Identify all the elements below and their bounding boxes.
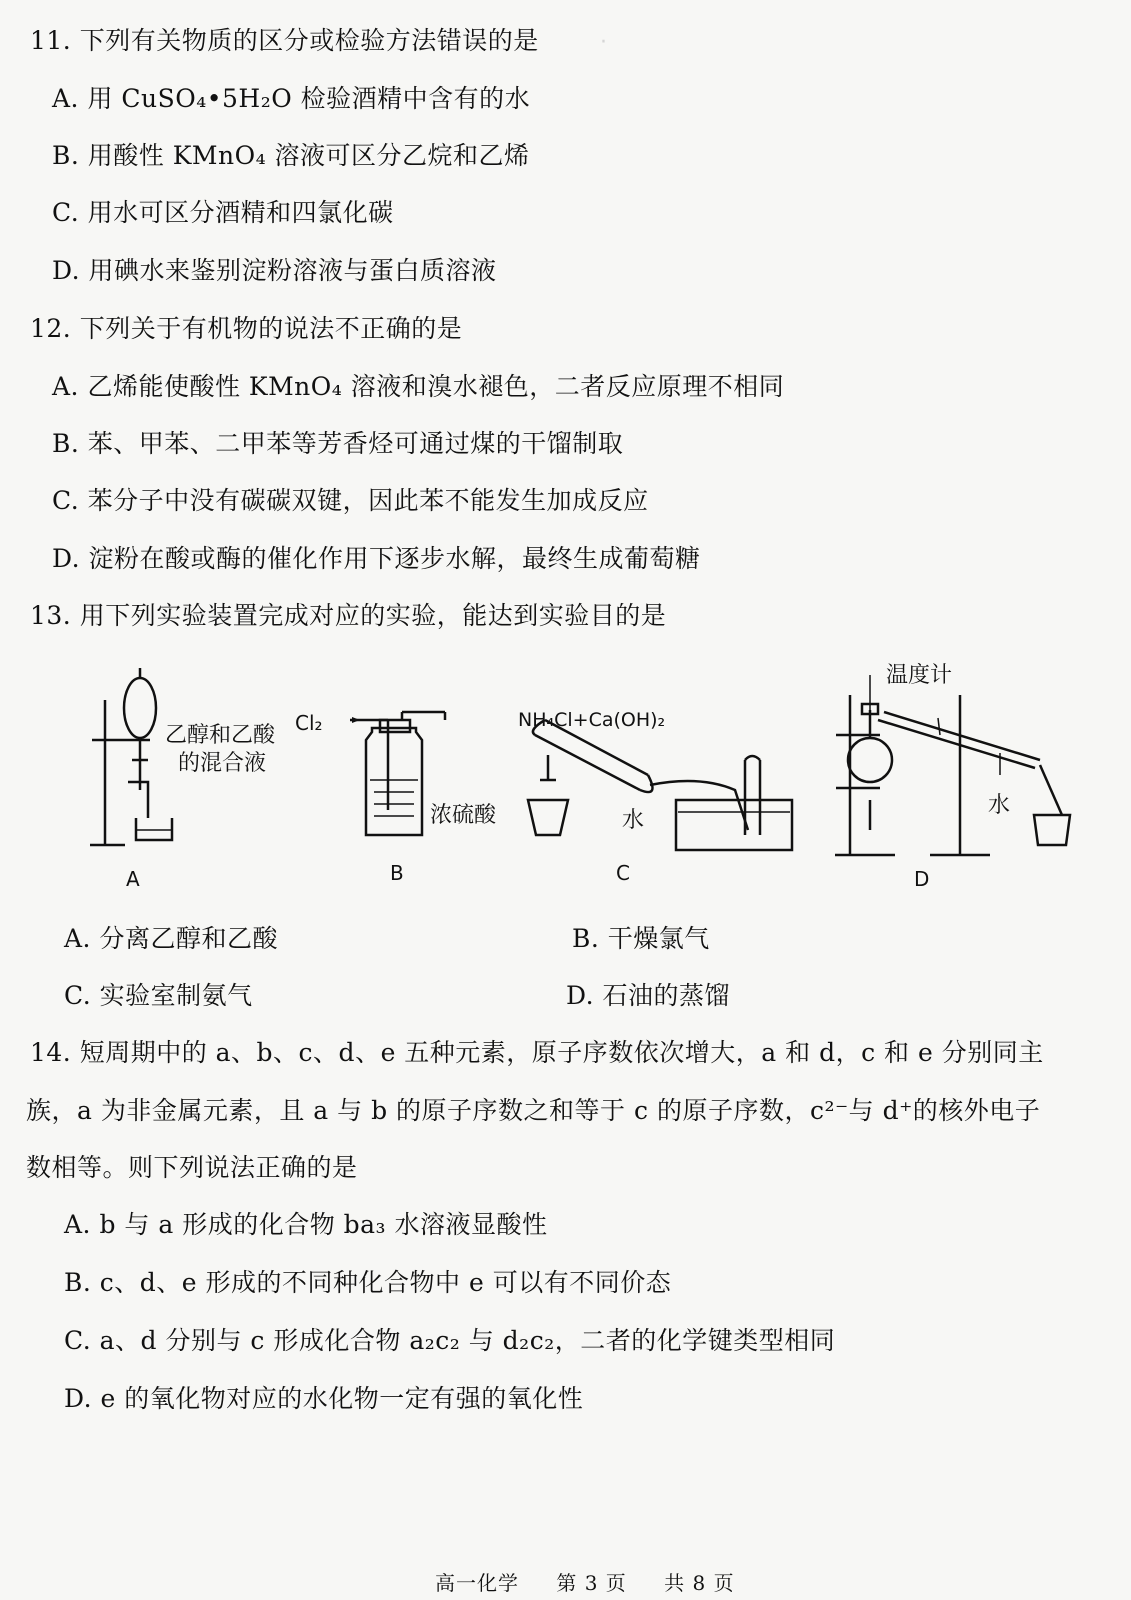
footer-page-number: 第 3 页 xyxy=(556,1571,627,1595)
label-d-thermometer: 温度计 xyxy=(886,663,953,688)
question-13-option-b: B. 干燥氯气 xyxy=(572,924,710,953)
question-12-stem: 12. 下列关于有机物的说法不正确的是 xyxy=(30,314,463,343)
bleed-through-text: · xyxy=(600,30,607,55)
page-footer xyxy=(435,1567,765,1596)
question-14-stem-line-2: 族，a 为非金属元素，且 a 与 b 的原子序数之和等于 c 的原子序数，c²⁻与 d⁺的核外电子 xyxy=(26,1096,1041,1125)
question-14-option-c: C. a、d 分别与 c 形成化合物 a₂c₂ 与 d₂c₂，二者的化学键类型相同 xyxy=(64,1326,836,1355)
label-c-water: 水 xyxy=(622,808,645,833)
question-11-stem: 11. 下列有关物质的区分或检验方法错误的是 xyxy=(30,26,539,55)
footer-subject: 高一化学 xyxy=(435,1571,519,1595)
label-b-gas: Cl₂ xyxy=(295,711,323,735)
question-14-stem-line-3: 数相等。则下列说法正确的是 xyxy=(26,1153,358,1182)
apparatus-c-ammonia-generator xyxy=(528,720,792,850)
question-11-option-c: C. 用水可区分酒精和四氯化碳 xyxy=(52,198,394,227)
question-11-option-a: A. 用 CuSO₄•5H₂O 检验酒精中含有的水 xyxy=(52,84,531,113)
question-14-option-b: B. c、d、e 形成的不同种化合物中 e 可以有不同价态 xyxy=(64,1268,672,1297)
apparatus-a-separatory-funnel xyxy=(90,668,172,845)
question-13-option-a: A. 分离乙醇和乙酸 xyxy=(64,924,278,953)
question-13-stem: 13. 用下列实验装置完成对应的实验，能达到实验目的是 xyxy=(30,601,667,630)
caption-a: A xyxy=(126,867,140,891)
question-14-stem-line-1: 14. 短周期中的 a、b、c、d、e 五种元素，原子序数依次增大，a 和 d，c 和 e 分别同主 xyxy=(30,1038,1044,1067)
footer-total-pages: 共 8 页 xyxy=(664,1571,735,1595)
question-14-option-a: A. b 与 a 形成的化合物 ba₃ 水溶液显酸性 xyxy=(64,1210,548,1239)
question-12-option-c: C. 苯分子中没有碳碳双键，因此苯不能发生加成反应 xyxy=(52,486,649,515)
apparatus-diagram xyxy=(0,640,1131,900)
label-a-mixture-2: 的混合液 xyxy=(178,751,267,776)
label-a-mixture-1: 乙醇和乙酸 xyxy=(165,723,276,748)
label-c-reagent: NH₄Cl+Ca(OH)₂ xyxy=(518,709,666,731)
caption-d: D xyxy=(914,867,930,891)
question-12-option-a: A. 乙烯能使酸性 KMnO₄ 溶液和溴水褪色，二者反应原理不相同 xyxy=(52,372,785,401)
caption-c: C xyxy=(616,861,630,885)
question-13-option-c: C. 实验室制氨气 xyxy=(64,981,253,1010)
question-13-option-d: D. 石油的蒸馏 xyxy=(566,981,731,1010)
question-14-option-d: D. e 的氧化物对应的水化物一定有强的氧化性 xyxy=(64,1384,584,1413)
label-d-water: 水 xyxy=(988,793,1011,818)
label-b-liquid: 浓硫酸 xyxy=(430,803,497,828)
apparatus-d-distillation xyxy=(835,675,1070,855)
question-12-option-d: D. 淀粉在酸或酶的催化作用下逐步水解，最终生成葡萄糖 xyxy=(52,544,701,573)
question-12-option-b: B. 苯、甲苯、二甲苯等芳香烃可通过煤的干馏制取 xyxy=(52,429,624,458)
question-11-option-b: B. 用酸性 KMnO₄ 溶液可区分乙烷和乙烯 xyxy=(52,141,530,170)
caption-b: B xyxy=(390,861,404,885)
question-11-option-d: D. 用碘水来鉴别淀粉溶液与蛋白质溶液 xyxy=(52,256,497,285)
